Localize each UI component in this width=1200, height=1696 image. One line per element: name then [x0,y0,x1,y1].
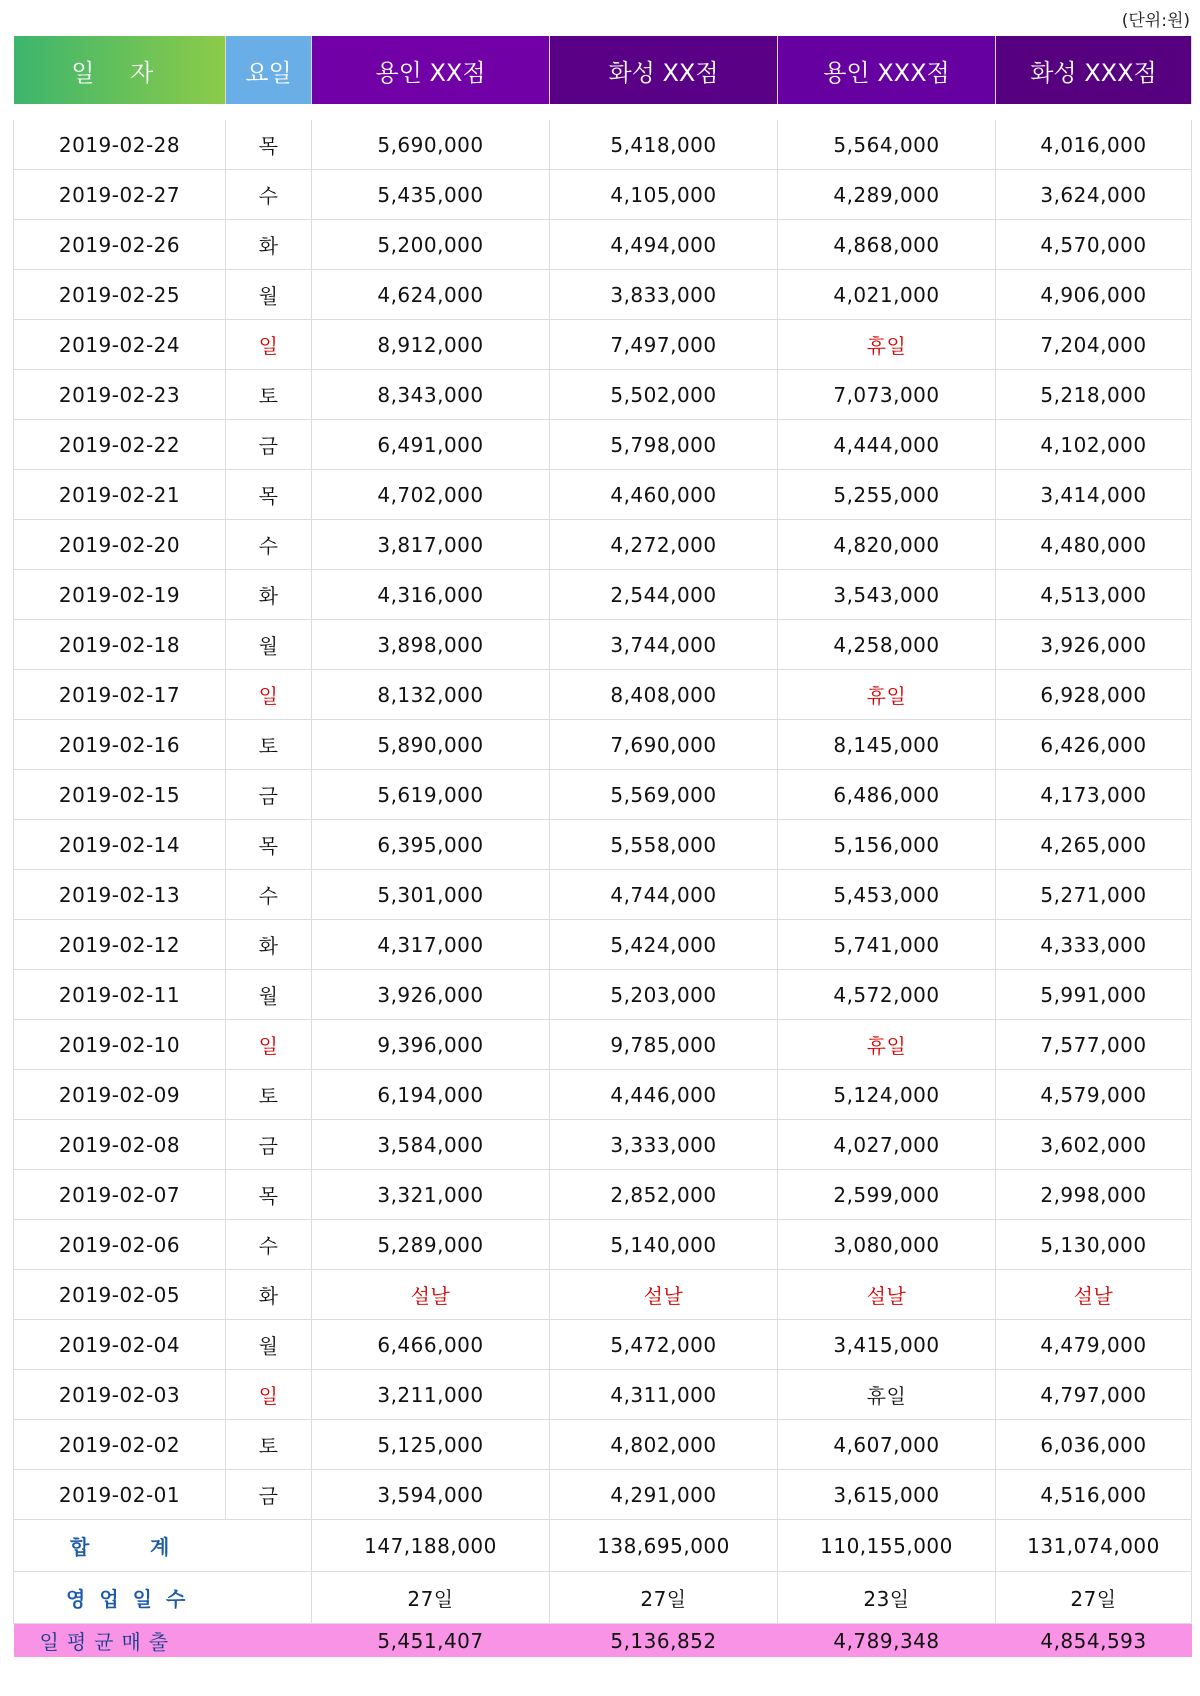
sales-cell: 6,036,000 [996,1420,1192,1470]
sales-cell: 5,435,000 [312,170,550,220]
sales-cell: 6,486,000 [778,770,996,820]
sales-cell: 4,570,000 [996,220,1192,270]
date-cell: 2019-02-19 [14,570,226,620]
sales-cell: 7,204,000 [996,320,1192,370]
sales-cell: 4,744,000 [550,870,778,920]
sales-cell: 5,564,000 [778,120,996,170]
table-row [14,420,1192,470]
daily-average-value: 5,451,407 [312,1624,550,1658]
sales-cell: 6,928,000 [996,670,1192,720]
sales-cell: 4,311,000 [550,1370,778,1420]
date-cell: 2019-02-05 [14,1270,226,1320]
sales-cell: 5,124,000 [778,1070,996,1120]
sales-cell: 4,444,000 [778,420,996,470]
header-store-2: 화성 XX점 [550,36,778,104]
business-days-value: 27일 [550,1572,778,1624]
business-days-value: 23일 [778,1572,996,1624]
header-store-1: 용인 XX점 [312,36,550,104]
sales-cell: 4,868,000 [778,220,996,270]
total-label-b: 계 [150,1535,172,1559]
date-cell: 2019-02-24 [14,320,226,370]
sales-cell: 3,321,000 [312,1170,550,1220]
sales-cell: 4,289,000 [778,170,996,220]
daily-average-label: 일평균매출 [14,1624,312,1658]
sales-cell: 설날 [996,1270,1192,1320]
date-cell: 2019-02-26 [14,220,226,270]
table-row [14,370,1192,420]
sales-cell: 4,291,000 [550,1470,778,1520]
header-row [14,36,1192,104]
date-cell: 2019-02-06 [14,1220,226,1270]
sales-cell: 4,494,000 [550,220,778,270]
date-cell: 2019-02-04 [14,1320,226,1370]
sales-cell: 3,624,000 [996,170,1192,220]
sales-cell: 7,073,000 [778,370,996,420]
sales-cell: 5,453,000 [778,870,996,920]
date-cell: 2019-02-03 [14,1370,226,1420]
sales-cell: 4,102,000 [996,420,1192,470]
weekday-cell: 화 [226,1270,312,1320]
table-row [14,170,1192,220]
sales-cell: 4,021,000 [778,270,996,320]
sales-cell: 4,272,000 [550,520,778,570]
sales-cell: 4,513,000 [996,570,1192,620]
table-row [14,320,1192,370]
header-day: 요일 [226,36,312,104]
weekday-cell: 금 [226,420,312,470]
sales-cell: 6,466,000 [312,1320,550,1370]
sales-cell: 5,798,000 [550,420,778,470]
sales-cell: 설날 [778,1270,996,1320]
business-days-row [14,1572,1192,1624]
sales-cell: 4,516,000 [996,1470,1192,1520]
sales-cell: 7,690,000 [550,720,778,770]
sales-cell: 5,619,000 [312,770,550,820]
sales-cell: 3,211,000 [312,1370,550,1420]
sales-cell: 6,194,000 [312,1070,550,1120]
weekday-cell: 목 [226,470,312,520]
daily-average-value: 4,789,348 [778,1624,996,1658]
weekday-cell: 일 [226,1020,312,1070]
table-row [14,1220,1192,1270]
weekday-cell: 금 [226,1470,312,1520]
table-row [14,1120,1192,1170]
sales-cell: 4,802,000 [550,1420,778,1470]
date-cell: 2019-02-13 [14,870,226,920]
sales-cell: 2,852,000 [550,1170,778,1220]
weekday-cell: 토 [226,1420,312,1470]
sales-cell: 4,702,000 [312,470,550,520]
sales-cell: 3,333,000 [550,1120,778,1170]
sales-cell: 3,833,000 [550,270,778,320]
sales-cell: 4,480,000 [996,520,1192,570]
sales-cell: 5,741,000 [778,920,996,970]
date-cell: 2019-02-22 [14,420,226,470]
sales-cell: 7,577,000 [996,1020,1192,1070]
sales-cell: 5,424,000 [550,920,778,970]
sales-cell: 5,130,000 [996,1220,1192,1270]
table-row [14,870,1192,920]
sales-cell: 4,579,000 [996,1070,1192,1120]
sales-cell: 4,572,000 [778,970,996,1020]
sales-cell: 4,317,000 [312,920,550,970]
sales-cell: 4,820,000 [778,520,996,570]
sales-cell: 5,890,000 [312,720,550,770]
sales-cell: 4,797,000 [996,1370,1192,1420]
sales-table [13,36,1192,1657]
table-row [14,1020,1192,1070]
total-label-a: 합 [70,1535,92,1559]
sales-cell: 설날 [550,1270,778,1320]
sales-cell: 3,415,000 [778,1320,996,1370]
date-cell: 2019-02-16 [14,720,226,770]
weekday-cell: 목 [226,1170,312,1220]
header-date: 일 자 [14,36,226,104]
sales-cell: 휴일 [778,1370,996,1420]
sales-cell: 5,200,000 [312,220,550,270]
sales-cell: 5,991,000 [996,970,1192,1020]
date-cell: 2019-02-20 [14,520,226,570]
weekday-cell: 화 [226,920,312,970]
sales-cell: 3,602,000 [996,1120,1192,1170]
weekday-cell: 수 [226,870,312,920]
header-store-3: 용인 XXX점 [778,36,996,104]
table-row [14,670,1192,720]
table-row [14,220,1192,270]
weekday-cell: 수 [226,170,312,220]
sales-cell: 5,203,000 [550,970,778,1020]
sales-cell: 4,333,000 [996,920,1192,970]
table-row [14,820,1192,870]
sales-cell: 5,690,000 [312,120,550,170]
sales-cell: 4,446,000 [550,1070,778,1120]
date-cell: 2019-02-02 [14,1420,226,1470]
business-days-value: 27일 [312,1572,550,1624]
sales-cell: 4,105,000 [550,170,778,220]
weekday-cell: 월 [226,270,312,320]
sales-cell: 5,502,000 [550,370,778,420]
sales-cell: 4,258,000 [778,620,996,670]
date-cell: 2019-02-14 [14,820,226,870]
sales-cell: 3,080,000 [778,1220,996,1270]
weekday-cell: 일 [226,670,312,720]
sales-cell: 3,594,000 [312,1470,550,1520]
sales-cell: 4,624,000 [312,270,550,320]
sales-cell: 4,316,000 [312,570,550,620]
sales-cell: 3,817,000 [312,520,550,570]
total-row [14,1520,1192,1572]
sales-cell: 5,271,000 [996,870,1192,920]
sales-cell: 5,140,000 [550,1220,778,1270]
sales-cell: 4,027,000 [778,1120,996,1170]
daily-average-value: 4,854,593 [996,1624,1192,1658]
date-cell: 2019-02-27 [14,170,226,220]
sales-cell: 5,569,000 [550,770,778,820]
date-cell: 2019-02-09 [14,1070,226,1120]
date-cell: 2019-02-28 [14,120,226,170]
weekday-cell: 토 [226,720,312,770]
sales-cell: 8,343,000 [312,370,550,420]
date-cell: 2019-02-01 [14,1470,226,1520]
sales-cell: 5,418,000 [550,120,778,170]
sales-cell: 3,926,000 [312,970,550,1020]
weekday-cell: 수 [226,1220,312,1270]
sales-cell: 3,926,000 [996,620,1192,670]
sales-cell: 설날 [312,1270,550,1320]
daily-average-value: 5,136,852 [550,1624,778,1658]
date-cell: 2019-02-23 [14,370,226,420]
sales-cell: 7,497,000 [550,320,778,370]
sales-cell: 8,912,000 [312,320,550,370]
sales-cell: 4,173,000 [996,770,1192,820]
sales-cell: 3,898,000 [312,620,550,670]
sales-cell: 9,396,000 [312,1020,550,1070]
sales-cell: 8,408,000 [550,670,778,720]
weekday-cell: 수 [226,520,312,570]
sales-cell: 휴일 [778,320,996,370]
sales-cell: 휴일 [778,1020,996,1070]
unit-note: (단위:원) [1121,11,1190,31]
sales-cell: 3,543,000 [778,570,996,620]
sales-cell: 4,479,000 [996,1320,1192,1370]
weekday-cell: 화 [226,220,312,270]
sales-cell: 6,395,000 [312,820,550,870]
weekday-cell: 일 [226,1370,312,1420]
sales-cell: 3,584,000 [312,1120,550,1170]
total-value: 138,695,000 [550,1520,778,1572]
date-cell: 2019-02-18 [14,620,226,670]
business-days-value: 27일 [996,1572,1192,1624]
date-cell: 2019-02-11 [14,970,226,1020]
sales-cell: 5,472,000 [550,1320,778,1370]
sales-cell: 휴일 [778,670,996,720]
sales-cell: 8,145,000 [778,720,996,770]
date-cell: 2019-02-17 [14,670,226,720]
table-row [14,470,1192,520]
sales-cell: 6,426,000 [996,720,1192,770]
sales-cell: 4,016,000 [996,120,1192,170]
table-row [14,720,1192,770]
total-label [14,1520,312,1572]
total-value: 110,155,000 [778,1520,996,1572]
sales-cell: 4,265,000 [996,820,1192,870]
weekday-cell: 일 [226,320,312,370]
weekday-cell: 목 [226,820,312,870]
sales-cell: 3,744,000 [550,620,778,670]
table-row [14,920,1192,970]
weekday-cell: 토 [226,1070,312,1120]
table-row [14,1170,1192,1220]
date-cell: 2019-02-08 [14,1120,226,1170]
sales-cell: 2,544,000 [550,570,778,620]
weekday-cell: 화 [226,570,312,620]
sales-cell: 2,599,000 [778,1170,996,1220]
weekday-cell: 목 [226,120,312,170]
table-row [14,970,1192,1020]
date-cell: 2019-02-15 [14,770,226,820]
table-row [14,520,1192,570]
total-value: 131,074,000 [996,1520,1192,1572]
weekday-cell: 월 [226,1320,312,1370]
total-value: 147,188,000 [312,1520,550,1572]
table-row [14,1420,1192,1470]
date-cell: 2019-02-21 [14,470,226,520]
table-row [14,1370,1192,1420]
table-row [14,270,1192,320]
date-cell: 2019-02-12 [14,920,226,970]
sales-cell: 5,125,000 [312,1420,550,1470]
business-days-label: 영업일수 [14,1572,312,1624]
sales-cell: 5,255,000 [778,470,996,520]
sales-cell: 8,132,000 [312,670,550,720]
sales-cell: 4,460,000 [550,470,778,520]
weekday-cell: 토 [226,370,312,420]
sales-cell: 4,906,000 [996,270,1192,320]
table-row [14,770,1192,820]
sales-cell: 3,414,000 [996,470,1192,520]
table-row [14,1270,1192,1320]
weekday-cell: 월 [226,970,312,1020]
daily-average-row [14,1624,1192,1658]
table-row [14,120,1192,170]
sales-cell: 9,785,000 [550,1020,778,1070]
table-row [14,1320,1192,1370]
sales-cell: 3,615,000 [778,1470,996,1520]
weekday-cell: 금 [226,1120,312,1170]
weekday-cell: 월 [226,620,312,670]
date-cell: 2019-02-10 [14,1020,226,1070]
sales-cell: 5,301,000 [312,870,550,920]
table-row [14,570,1192,620]
header-store-4: 화성 XXX점 [996,36,1192,104]
table-row [14,1470,1192,1520]
weekday-cell: 금 [226,770,312,820]
sales-cell: 5,218,000 [996,370,1192,420]
sales-cell: 5,156,000 [778,820,996,870]
sales-cell: 2,998,000 [996,1170,1192,1220]
sales-cell: 6,491,000 [312,420,550,470]
sales-cell: 5,558,000 [550,820,778,870]
table-row [14,620,1192,670]
sales-cell: 5,289,000 [312,1220,550,1270]
sales-cell: 4,607,000 [778,1420,996,1470]
table-row [14,1070,1192,1120]
date-cell: 2019-02-07 [14,1170,226,1220]
date-cell: 2019-02-25 [14,270,226,320]
